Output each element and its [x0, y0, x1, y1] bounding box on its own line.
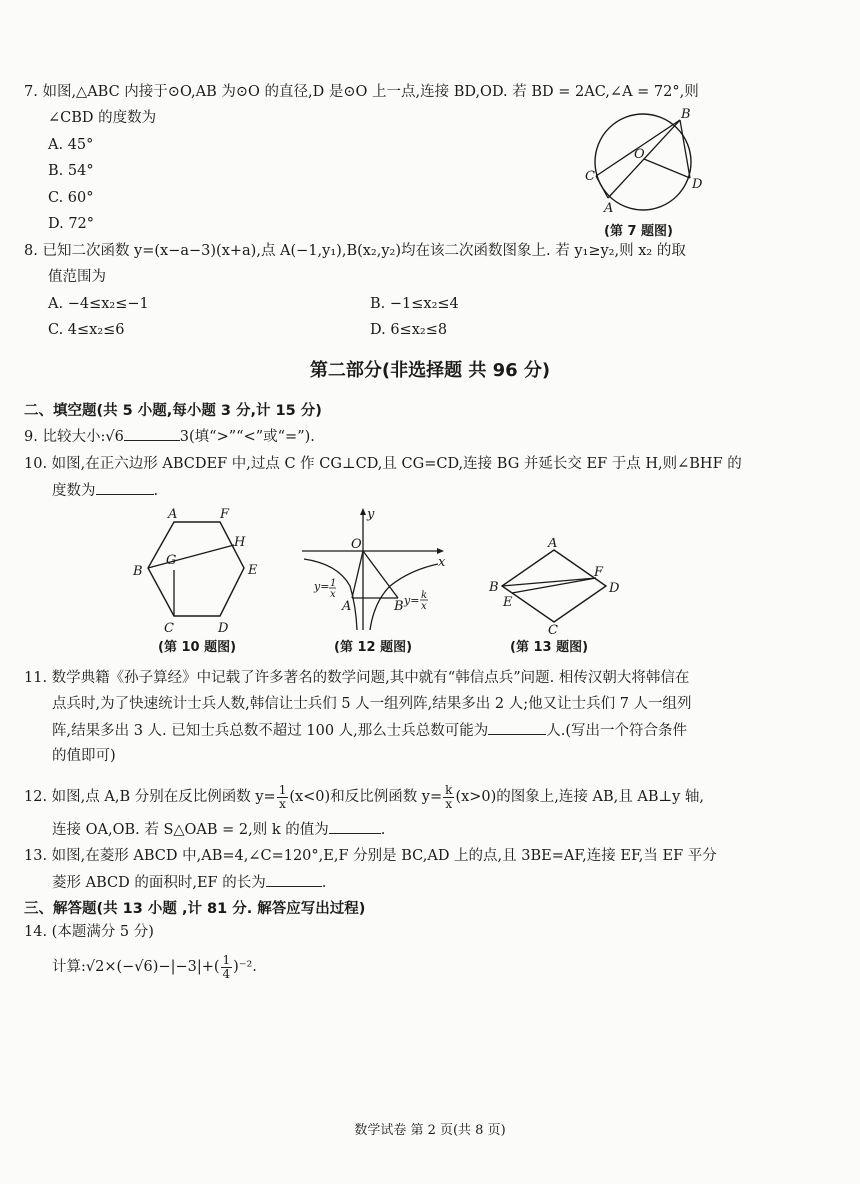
q14-expression — [52, 952, 257, 982]
q12-frac1-num: 1 — [278, 782, 287, 797]
svg-text:E: E — [503, 595, 513, 610]
svg-text:O: O — [351, 537, 362, 552]
svg-text:A: A — [548, 538, 558, 551]
q13-suffix: . — [321, 875, 327, 891]
q7-option-d: D. 72° — [48, 216, 95, 232]
q7-stem-line2: ∠CBD 的度数为 — [48, 110, 157, 126]
section3-title: 三、解答题(共 13 小题 ,计 81 分. 解答应写出过程) — [24, 901, 366, 917]
q7-figure-circle — [580, 108, 710, 220]
q12-prefix: 连接 OA,OB. 若 S△OAB = 2,则 k 的值为 — [52, 822, 329, 838]
svg-text:B: B — [394, 599, 404, 614]
svg-text:G: G — [166, 553, 177, 568]
page-footer: 数学试卷 第 2 页(共 8 页) — [354, 1123, 506, 1138]
q7-stem-line1: 7. 如图,△ABC 内接于⊙O,AB 为⊙O 的直径,D 是⊙O 上一点,连接 BD,OD. 若 BD = 2AC,∠A = 72°,则 — [24, 84, 699, 100]
part2-heading: 第二部分(非选择题 共 96 分) — [309, 360, 551, 381]
q12-stem-line2 — [52, 819, 385, 840]
q12-frac2-den: x — [445, 796, 453, 811]
q11-stem-line2: 点兵时,为了快速统计士兵人数,韩信让士兵们 5 人一组列阵,结果多出 2 人;他又让士兵们 7 人一组列 — [52, 696, 692, 712]
q12-text-c: (x>0)的图象上,连接 AB,且 AB⊥y 轴, — [455, 789, 705, 805]
svg-text:y: y — [367, 507, 375, 522]
q10-figure-caption: (第 10 题图) — [158, 640, 237, 655]
svg-text:A: A — [604, 201, 614, 216]
q13-figure-rhombus — [486, 538, 626, 634]
q7-option-c: C. 60° — [48, 190, 94, 206]
svg-text:x: x — [438, 555, 446, 570]
q9-answer-blank[interactable] — [124, 426, 180, 441]
q14-header: 14. (本题满分 5 分) — [24, 924, 154, 940]
q8-option-d: D. 6≤x₂≤8 — [370, 322, 448, 338]
svg-text:D: D — [692, 177, 703, 192]
svg-text:B: B — [489, 580, 499, 595]
q13-stem-line1: 13. 如图,在菱形 ABCD 中,AB=4,∠C=120°,E,F 分别是 BC,AD 上的点,且 3BE=AF,连接 EF,当 EF 平分 — [24, 848, 717, 864]
q12-frac2-num: k — [445, 782, 453, 797]
q12-text-a: 12. 如图,点 A,B 分别在反比例函数 y= — [24, 789, 276, 805]
svg-text:B: B — [133, 564, 143, 579]
q14-frac-num: 1 — [222, 952, 231, 967]
q13-answer-blank[interactable] — [266, 872, 322, 887]
q11-suffix: 人.(写出一个符合条件 — [546, 723, 688, 739]
q12-text-b: (x<0)和反比例函数 y= — [289, 789, 443, 805]
q11-stem-line4: 的值即可) — [52, 748, 116, 764]
svg-text:A: A — [342, 599, 352, 614]
svg-text:C: C — [164, 621, 174, 634]
section2-title: 二、填空题(共 5 小题,每小题 3 分,计 15 分) — [24, 403, 322, 419]
q12-fraction-one-over-x — [277, 784, 289, 811]
q12-figure-inverse-function — [298, 506, 448, 634]
q11-prefix: 阵,结果多出 3 人. 已知士兵总数不超过 100 人,那么士兵总数可能为 — [52, 723, 489, 739]
q10-prefix: 度数为 — [52, 483, 96, 499]
svg-text:C: C — [548, 623, 558, 634]
svg-text:O: O — [634, 147, 645, 162]
svg-text:1: 1 — [330, 578, 337, 589]
svg-text:x: x — [421, 601, 427, 612]
q8-stem-line1: 8. 已知二次函数 y=(x−a−3)(x+a),点 A(−1,y₁),B(x₂,y₂)均在该二次函数图象上. 若 y₁≥y₂,则 x₂ 的取 — [24, 243, 686, 259]
q14-fraction-one-quarter — [221, 954, 233, 981]
q9-suffix: 3(填“>”“<”或“=”). — [179, 429, 315, 445]
svg-text:y=: y= — [314, 580, 330, 593]
svg-text:F: F — [594, 565, 604, 580]
q11-stem-line1: 11. 数学典籍《孙子算经》中记载了许多著名的数学问题,其中就有“韩信点兵”问题. 相传汉朝大将韩信在 — [24, 670, 690, 686]
q12-frac1-den: x — [279, 796, 286, 811]
q10-figure-hexagon — [128, 508, 268, 634]
q14-frac-den: 4 — [222, 966, 231, 981]
q9-prefix: 9. 比较大小:√6 — [24, 429, 124, 445]
svg-text:D: D — [609, 581, 620, 596]
svg-text:C: C — [585, 169, 595, 184]
q8-option-a: A. −4≤x₂≤−1 — [48, 296, 149, 312]
q12-fraction-k-over-x — [443, 784, 454, 811]
q8-option-b: B. −1≤x₂≤4 — [370, 296, 459, 312]
q14-calc-suffix: )⁻². — [233, 959, 257, 975]
q11-stem-line3 — [52, 720, 687, 741]
q9-stem — [24, 426, 315, 447]
q13-figure-caption: (第 13 题图) — [510, 640, 589, 655]
svg-text:A: A — [168, 508, 178, 522]
q7-option-b: B. 54° — [48, 163, 94, 179]
q8-option-c: C. 4≤x₂≤6 — [48, 322, 125, 338]
q10-stem-line1: 10. 如图,在正六边形 ABCDEF 中,过点 C 作 CG⊥CD,且 CG=CD,连接 BG 并延长交 EF 于点 H,则∠BHF 的 — [24, 456, 742, 472]
svg-text:F: F — [220, 508, 230, 522]
svg-text:y=: y= — [404, 594, 420, 607]
svg-text:B: B — [681, 108, 691, 122]
q10-stem-line2 — [52, 480, 158, 501]
q12-answer-blank[interactable] — [329, 819, 381, 834]
q12-suffix: . — [380, 822, 386, 838]
q8-stem-line2: 值范围为 — [48, 269, 106, 285]
svg-text:k: k — [421, 590, 428, 601]
q7-option-a: A. 45° — [48, 137, 94, 153]
svg-text:x: x — [330, 589, 336, 600]
svg-text:E: E — [248, 563, 258, 578]
q13-prefix: 菱形 ABCD 的面积时,EF 的长为 — [52, 875, 266, 891]
q10-answer-blank[interactable] — [96, 480, 154, 495]
q10-suffix: . — [153, 483, 159, 499]
q11-answer-blank[interactable] — [488, 720, 546, 735]
q7-figure-caption: (第 7 题图) — [604, 224, 673, 239]
q12-figure-caption: (第 12 题图) — [334, 640, 413, 655]
q13-stem-line2 — [52, 872, 326, 893]
q14-calc-prefix: 计算:√2×(−√6)−|−3|+( — [52, 959, 220, 975]
svg-text:D: D — [218, 621, 229, 634]
svg-text:H: H — [234, 535, 246, 550]
q12-stem-line1 — [24, 782, 704, 812]
